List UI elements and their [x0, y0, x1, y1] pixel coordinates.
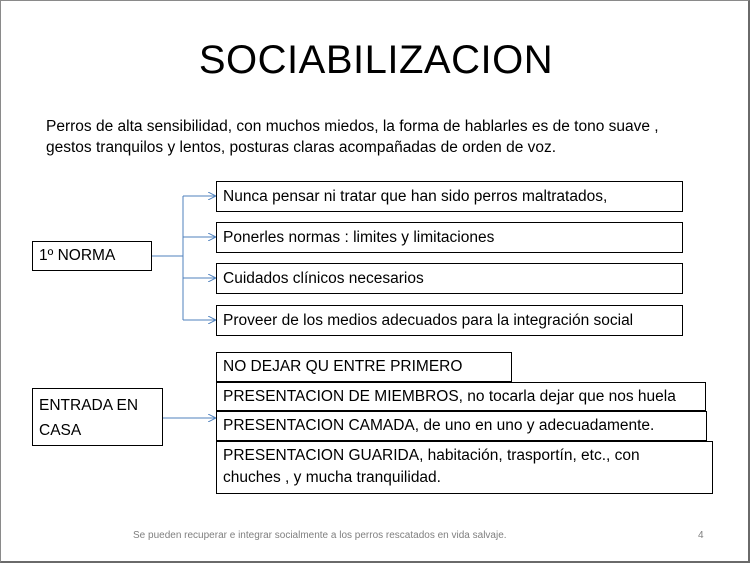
- norma-item-4: Proveer de los medios adecuados para la integración social: [216, 305, 683, 336]
- intro-paragraph: Perros de alta sensibilidad, con muchos miedos, la forma de hablarles es de tono suave , gestos tranquilos y lentos, posturas claras acompañadas de orden de voz.: [46, 118, 659, 156]
- slide-footer: Se pueden recuperar e integrar socialmente a los perros rescatados en vida salvaje.: [133, 530, 507, 541]
- entrada-label-box: ENTRADA EN CASA: [32, 388, 163, 446]
- norma-item-2: Ponerles normas : limites y limitaciones: [216, 222, 683, 253]
- entrada-item-2: PRESENTACION DE MIEMBROS, no tocarla dejar que nos huela: [216, 382, 706, 411]
- entrada-item-3: PRESENTACION CAMADA, de uno en uno y adecuadamente.: [216, 411, 707, 441]
- norma-item-3: Cuidados clínicos necesarios: [216, 263, 683, 294]
- slide-title: SOCIABILIZACION: [198, 38, 554, 82]
- entrada-item-4: PRESENTACION GUARIDA, habitación, trasportín, etc., con chuches , y mucha tranquilidad.: [216, 441, 713, 494]
- entrada-item-1: NO DEJAR QU ENTRE PRIMERO: [216, 352, 512, 382]
- norma-item-1: Nunca pensar ni tratar que han sido perros maltratados,: [216, 181, 683, 212]
- norma-label-box: 1º NORMA: [32, 241, 152, 271]
- page-number: 4: [698, 530, 704, 541]
